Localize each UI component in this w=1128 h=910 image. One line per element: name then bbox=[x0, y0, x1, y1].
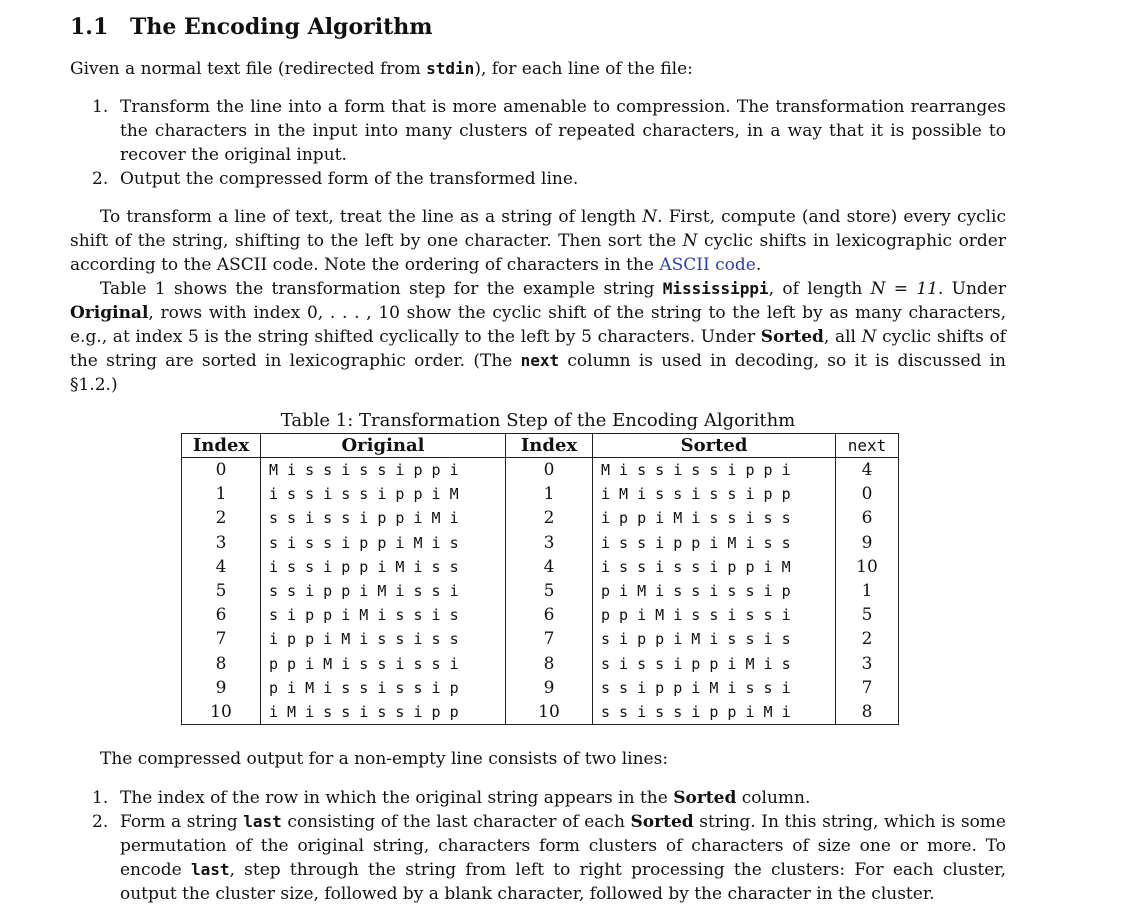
sorted-index-cell: 0 bbox=[506, 458, 593, 483]
code-mississippi: Mississippi bbox=[662, 279, 769, 298]
bold-sorted: Sorted bbox=[760, 327, 824, 347]
output-steps-list bbox=[92, 786, 1006, 906]
next-cell: 0 bbox=[836, 482, 899, 506]
intro-code-stdin: stdin bbox=[426, 59, 475, 78]
output-intro: The compressed output for a non-empty line consists of two lines: bbox=[100, 749, 669, 769]
header-original: Original bbox=[261, 434, 506, 458]
table-row bbox=[182, 627, 899, 651]
header-index: Index bbox=[182, 434, 261, 458]
para-text: To transform a line of text, treat the line as a string of length bbox=[100, 207, 643, 227]
index-cell: 8 bbox=[215, 653, 227, 674]
index-cell: 4 bbox=[215, 556, 227, 577]
sorted-cell: i s s i s s i p p i M bbox=[593, 555, 836, 579]
para-text: column is used in decoding, so it is discussed in §1.2.) bbox=[70, 351, 1007, 395]
index-cell: 5 bbox=[215, 581, 227, 602]
table-row bbox=[182, 579, 899, 603]
table-header-row bbox=[182, 434, 899, 458]
sorted-cell: s i p p i M i s s i s bbox=[593, 627, 836, 651]
original-cell: M i s s i s s i p p i bbox=[261, 458, 506, 483]
transformation-table bbox=[181, 433, 899, 725]
table-row bbox=[182, 506, 899, 530]
sorted-cell: p p i M i s s i s s i bbox=[593, 603, 836, 627]
para-text: , all bbox=[823, 327, 862, 347]
bold-sorted: Sorted bbox=[673, 788, 737, 808]
section-heading bbox=[70, 14, 433, 40]
original-cell: s i p p i M i s s i s bbox=[261, 603, 506, 627]
original-cell: i M i s s i s s i p p bbox=[261, 700, 506, 725]
index-cell: 0 bbox=[215, 460, 227, 481]
header-sorted: Sorted bbox=[593, 434, 836, 458]
ascii-code-link[interactable]: ASCII code bbox=[659, 255, 756, 275]
sorted-cell: p i M i s s i s s i p bbox=[593, 579, 836, 603]
math-equation: N = 11 bbox=[870, 279, 938, 299]
sorted-cell: i M i s s i s s i p p bbox=[593, 482, 836, 506]
table-row bbox=[182, 603, 899, 627]
math-n: N bbox=[682, 231, 698, 251]
next-cell: 6 bbox=[836, 506, 899, 530]
index-cell: 2 bbox=[215, 508, 227, 529]
original-cell: p i M i s s i s s i p bbox=[261, 676, 506, 700]
next-cell: 5 bbox=[836, 603, 899, 627]
list-item-text: Form a string bbox=[120, 812, 244, 832]
table-row bbox=[182, 458, 899, 483]
para-text: . bbox=[755, 255, 762, 275]
header-index-2: Index bbox=[506, 434, 593, 458]
section-number: 1.1 bbox=[70, 14, 109, 40]
index-cell: 9 bbox=[215, 677, 227, 698]
original-cell: s s i s s i p p i M i bbox=[261, 506, 506, 530]
next-cell: 7 bbox=[836, 676, 899, 700]
index-cell: 7 bbox=[215, 629, 227, 650]
list-item bbox=[92, 95, 1006, 167]
sorted-cell: s i s s i p p i M i s bbox=[593, 652, 836, 676]
para-text: , rows with index 0, . . . , 10 show the cyclic shift of the string to the left by as many characters, e.g., at index 5 is the string shifted cyclically to the left by 5 characters. Under bbox=[70, 303, 1006, 347]
table-row bbox=[182, 676, 899, 700]
bold-original: Original bbox=[70, 303, 149, 323]
table-row bbox=[182, 700, 899, 725]
table-caption: Table 1: Transformation Step of the Encoding Algorithm bbox=[280, 410, 796, 431]
sorted-cell: i p p i M i s s i s s bbox=[593, 506, 836, 530]
intro-text-1: Given a normal text file (redirected from bbox=[70, 59, 427, 79]
next-cell: 3 bbox=[836, 652, 899, 676]
next-cell: 2 bbox=[836, 627, 899, 651]
list-item bbox=[92, 167, 1006, 191]
index-cell: 1 bbox=[215, 484, 227, 505]
index-cell: 6 bbox=[215, 605, 227, 626]
code-last: last bbox=[190, 860, 230, 879]
list-item-text: Transform the line into a form that is more amenable to compression. The transformation rearranges the characters in the input into many clusters of repeated characters, in a way that it is possible to recover the original input. bbox=[120, 97, 1006, 165]
code-next: next bbox=[520, 351, 560, 370]
list-item bbox=[92, 786, 1006, 810]
sorted-index-cell: 6 bbox=[506, 603, 593, 627]
original-cell: s i s s i p p i M i s bbox=[261, 531, 506, 555]
list-item-text: The index of the row in which the original string appears in the bbox=[120, 788, 674, 808]
code-last: last bbox=[243, 812, 282, 831]
sorted-index-cell: 10 bbox=[506, 700, 593, 725]
index-cell: 10 bbox=[210, 701, 232, 722]
math-n: N bbox=[861, 327, 877, 347]
para-text: cyclic shifts of the string are sorted in lexicographic order. (The bbox=[70, 327, 1006, 371]
index-cell: 3 bbox=[215, 532, 227, 553]
sorted-index-cell: 1 bbox=[506, 482, 593, 506]
para-text: Table 1 shows the transformation step for the example string bbox=[100, 279, 663, 299]
list-marker: 2. bbox=[92, 812, 109, 832]
list-item-text: consisting of the last character of each bbox=[281, 812, 631, 832]
list-marker: 1. bbox=[92, 788, 109, 808]
sorted-cell: s s i s s i p p i M i bbox=[593, 700, 836, 725]
para-text: cyclic shifts in lexicographic order according to the ASCII code. Note the ordering of characters in the bbox=[70, 231, 1006, 275]
table-row bbox=[182, 531, 899, 555]
next-cell: 1 bbox=[836, 579, 899, 603]
list-item-text: , step through the string from left to right processing the clusters: For each cluster, output the cluster size, followed by a blank character, followed by the character in the cluster. bbox=[120, 860, 1006, 904]
transform-paragraph bbox=[70, 205, 1006, 277]
sorted-index-cell: 2 bbox=[506, 506, 593, 530]
intro-text-2: ), for each line of the file: bbox=[474, 59, 693, 79]
sorted-index-cell: 3 bbox=[506, 531, 593, 555]
original-cell: s s i p p i M i s s i bbox=[261, 579, 506, 603]
list-item-text: Output the compressed form of the transformed line. bbox=[120, 169, 579, 189]
para-text: , of length bbox=[768, 279, 871, 299]
table-row bbox=[182, 555, 899, 579]
sorted-index-cell: 8 bbox=[506, 652, 593, 676]
bold-sorted: Sorted bbox=[630, 812, 694, 832]
next-cell: 9 bbox=[836, 531, 899, 555]
header-next: next bbox=[836, 434, 899, 458]
sorted-index-cell: 4 bbox=[506, 555, 593, 579]
table-row bbox=[182, 482, 899, 506]
list-item-text: column. bbox=[736, 788, 811, 808]
list-item-text: string. In this string, which is some permutation of the original string, characters form clusters of characters of size one or more. To encode bbox=[120, 812, 1006, 880]
math-n: N bbox=[642, 207, 658, 227]
next-cell: 8 bbox=[836, 700, 899, 725]
original-cell: i p p i M i s s i s s bbox=[261, 627, 506, 651]
original-cell: i s s i s s i p p i M bbox=[261, 482, 506, 506]
table-row bbox=[182, 652, 899, 676]
sorted-cell: M i s s i s s i p p i bbox=[593, 458, 836, 483]
sorted-cell: s s i p p i M i s s i bbox=[593, 676, 836, 700]
para-text: . First, compute (and store) every cyclic shift of the string, shifting to the left by one character. Then sort the bbox=[70, 207, 1007, 251]
sorted-cell: i s s i p p i M i s s bbox=[593, 531, 836, 555]
sorted-index-cell: 7 bbox=[506, 627, 593, 651]
next-cell: 10 bbox=[836, 555, 899, 579]
original-cell: i s s i p p i M i s s bbox=[261, 555, 506, 579]
list-item bbox=[92, 810, 1006, 906]
intro-paragraph bbox=[70, 57, 1006, 81]
section-title: The Encoding Algorithm bbox=[130, 14, 433, 40]
sorted-index-cell: 5 bbox=[506, 579, 593, 603]
list-marker: 2. bbox=[92, 169, 109, 189]
table-description-paragraph bbox=[70, 277, 1006, 397]
sorted-index-cell: 9 bbox=[506, 676, 593, 700]
steps-list bbox=[92, 95, 1006, 191]
list-marker: 1. bbox=[92, 97, 109, 117]
para-text: . Under bbox=[937, 279, 1006, 299]
original-cell: p p i M i s s i s s i bbox=[261, 652, 506, 676]
next-cell: 4 bbox=[836, 458, 899, 483]
